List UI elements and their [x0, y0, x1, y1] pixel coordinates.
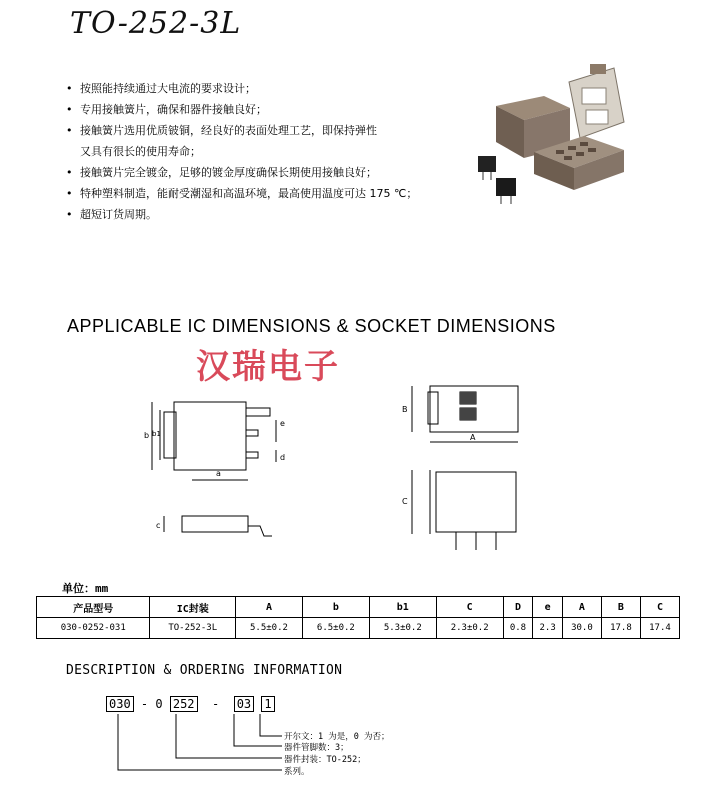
lid-latch	[590, 64, 606, 74]
legend-connectors	[110, 712, 285, 782]
dim-label-e: e	[280, 419, 285, 428]
table-header: A	[236, 597, 303, 618]
code-pincount: 03	[234, 696, 254, 712]
table-cell: 30.0	[562, 618, 601, 639]
lid-window	[586, 110, 608, 124]
spec-table	[36, 596, 680, 639]
bullet-icon: •	[66, 166, 73, 179]
table-header: b1	[369, 597, 436, 618]
legend-package: 器件封装：TO-252；	[284, 755, 366, 765]
dim-label-d: d	[280, 453, 286, 462]
table-header-row	[37, 597, 680, 618]
unit-label: 单位：mm	[62, 582, 109, 595]
feature-list	[64, 78, 417, 225]
bullet-icon: •	[66, 124, 73, 137]
bullet-icon: •	[66, 208, 73, 221]
dim-label-A: A	[470, 433, 476, 442]
table-cell: 2.3±0.2	[436, 618, 503, 639]
legend-series: 系列。	[284, 767, 310, 777]
ic-chip	[478, 156, 496, 172]
code-kelvin-placeholder: 0	[155, 697, 163, 711]
table-cell: 6.5±0.2	[302, 618, 369, 639]
code-package: 252	[170, 696, 198, 712]
ic-pin-mid	[246, 430, 258, 436]
feature-item: • 接触簧片完全镀金，足够的镀金厚度确保长期使用接触良好；	[64, 162, 417, 183]
table-header: C	[436, 597, 503, 618]
table-header: A	[562, 597, 601, 618]
ic-chip	[496, 178, 516, 196]
table-header: B	[601, 597, 640, 618]
socket-dimension-drawing	[400, 378, 540, 558]
feature-item: • 超短订货周期。	[64, 204, 417, 225]
page-title: TO-252-3L	[70, 6, 242, 41]
ordering-code: 030 - 0 252 - 03 1	[106, 697, 275, 711]
dim-label-B: B	[402, 405, 408, 414]
table-cell: 2.3	[533, 618, 563, 639]
table-header: IC封装	[150, 597, 236, 618]
table-cell: 030-0252-031	[37, 618, 150, 639]
dim-label-a: a	[216, 469, 221, 478]
dim-label-b: b	[144, 431, 150, 440]
ic-pin-top	[246, 408, 270, 416]
bullet-icon: •	[66, 82, 73, 95]
code-kelvin: 1	[261, 696, 274, 712]
ic-dimension-drawing	[140, 380, 300, 550]
feature-item: • 接触簧片选用优质铍铜，经良好的表面处理工艺，即保持弹性	[64, 120, 417, 141]
table-cell: 17.8	[601, 618, 640, 639]
feature-item-continued: 又具有很长的使用寿命；	[80, 145, 201, 158]
bullet-icon: •	[66, 187, 73, 200]
ordering-heading: DESCRIPTION & ORDERING INFORMATION	[66, 663, 343, 678]
table-header: b	[302, 597, 369, 618]
ic-body-outline	[174, 402, 246, 470]
socket-side-outline	[436, 472, 516, 532]
lid-window	[582, 88, 606, 104]
table-cell: 5.3±0.2	[369, 618, 436, 639]
table-cell: TO-252-3L	[150, 618, 236, 639]
table-header: D	[503, 597, 533, 618]
ic-side-body	[182, 516, 248, 532]
table-cell: 17.4	[640, 618, 679, 639]
dim-label-b1: b1	[152, 430, 161, 438]
table-cell: 0.8	[503, 618, 533, 639]
section-heading: APPLICABLE IC DIMENSIONS & SOCKET DIMENSIONS	[67, 316, 556, 336]
table-cell: 5.5±0.2	[236, 618, 303, 639]
dim-label-c: c	[156, 521, 161, 530]
ic-pin-bot	[246, 452, 258, 458]
code-series: 030	[106, 696, 134, 712]
table-header: e	[533, 597, 563, 618]
table-row	[37, 618, 680, 639]
dim-label-C: C	[402, 497, 408, 506]
legend-kelvin: 开尔文：1 为是，0 为否；	[284, 732, 390, 742]
feature-item: • 专用接触簧片，确保和器件接触良好；	[64, 99, 417, 120]
feature-item: • 按照能持续通过大电流的要求设计；	[64, 78, 417, 99]
bullet-icon: •	[66, 103, 73, 116]
socket-product-photo	[474, 62, 654, 212]
feature-item: • 特种塑料制造，能耐受潮湿和高温环境，最高使用温度可达 175 ℃；	[64, 183, 417, 204]
legend-pincount: 器件管脚数：3；	[284, 743, 349, 753]
watermark-text: 汉瑞电子	[196, 347, 340, 387]
table-header: C	[640, 597, 679, 618]
table-header: 产品型号	[37, 597, 150, 618]
